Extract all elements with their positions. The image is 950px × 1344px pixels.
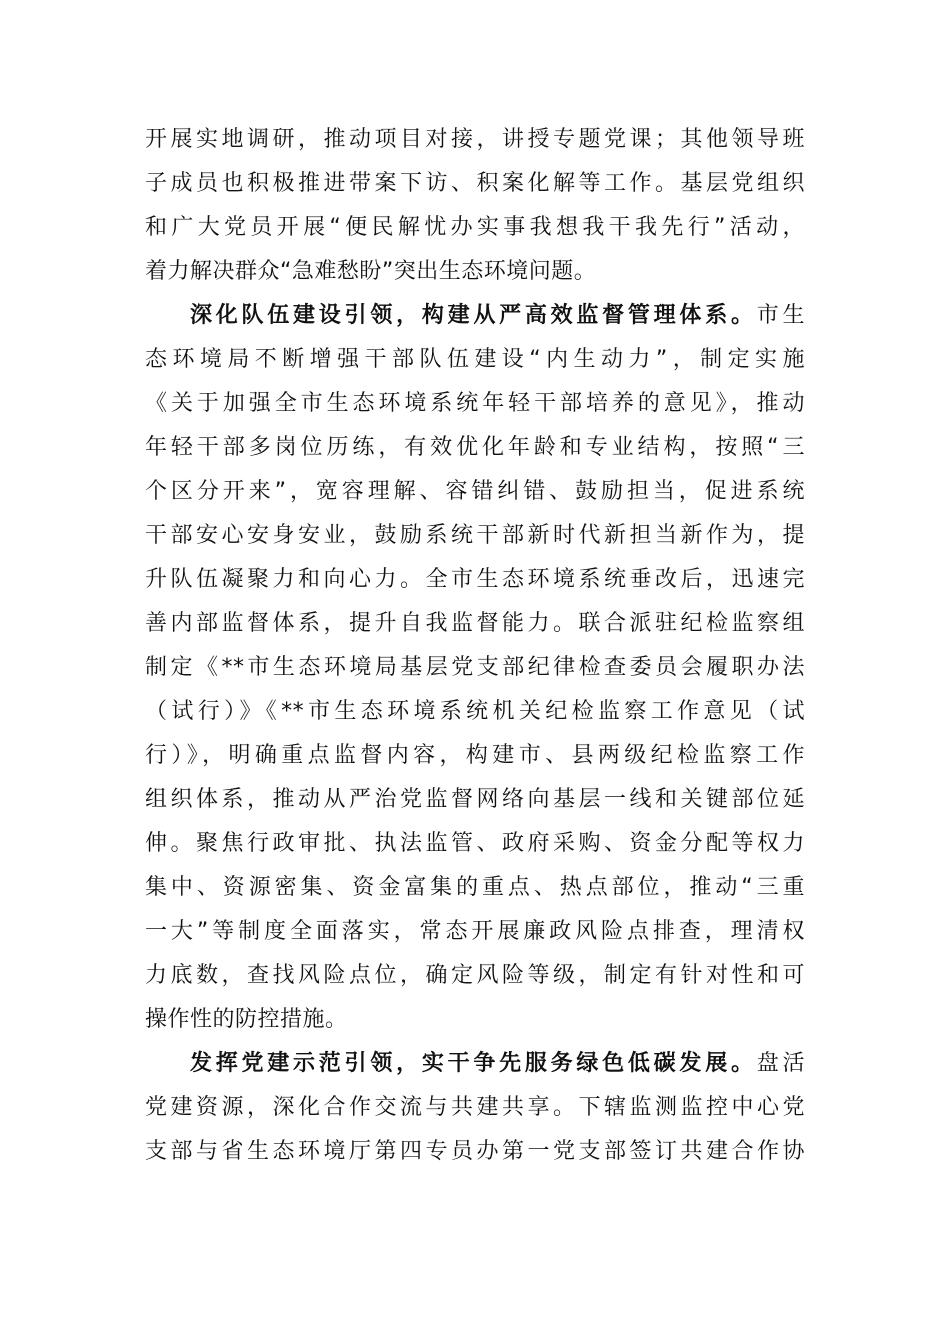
paragraph-line: 《关于加强全市生态环境系统年轻干部培养的意见》，推动 (145, 391, 805, 416)
paragraph-line: （试行）》《**市生态环境系统机关纪检监察工作意见（试 (145, 699, 805, 724)
paragraph-line: 支部与省生态环境厅第四专员办第一党支部签订共建合作协 (145, 1139, 805, 1164)
paragraph-line: 一大”等制度全面落实，常态开展廉政风险点排查，理清权 (145, 919, 805, 944)
paragraph-line: 开展实地调研，推动项目对接，讲授专题党课；其他领导班 (145, 127, 805, 152)
paragraph-text: 盘活 (756, 1051, 805, 1076)
paragraph-line: 行）》，明确重点监督内容，构建市、县两级纪检监察工作 (145, 743, 805, 768)
paragraph-first-line (190, 296, 805, 336)
paragraph-line: 伸。聚焦行政审批、执法监管、政府采购、资金分配等权力 (145, 831, 805, 856)
paragraph-line: 力底数，查找风险点位，确定风险等级，制定有针对性和可 (145, 963, 805, 988)
section-heading: 发挥党建示范引领，实干争先服务绿色低碳发展。 (190, 1051, 757, 1076)
paragraph-line: 组织体系，推动从严治党监督网络向基层一线和关键部位延 (145, 787, 805, 812)
paragraph-line: 着力解决群众“急难愁盼”突出生态环境问题。 (145, 259, 597, 284)
paragraph-first-line (190, 1044, 805, 1084)
paragraph-line: 制定《**市生态环境局基层党支部纪律检查委员会履职办法 (145, 655, 805, 680)
paragraph-line: 操作性的防控措施。 (145, 1007, 348, 1032)
paragraph-line: 和广大党员开展“便民解忧办实事我想我干我先行”活动， (145, 215, 805, 240)
paragraph-text: 市生 (756, 303, 805, 328)
paragraph-line: 善内部监督体系，提升自我监督能力。联合派驻纪检监察组 (145, 611, 805, 636)
paragraph-line: 集中、资源密集、资金富集的重点、热点部位，推动“三重 (145, 875, 805, 900)
paragraph-line: 升队伍凝聚力和向心力。全市生态环境系统垂改后，迅速完 (145, 567, 805, 592)
paragraph-line: 子成员也积极推进带案下访、积案化解等工作。基层党组织 (145, 171, 805, 196)
paragraph-line: 态环境局不断增强干部队伍建设“内生动力”，制定实施 (145, 347, 805, 372)
paragraph-line: 党建资源，深化合作交流与共建共享。下辖监测监控中心党 (145, 1095, 805, 1120)
paragraph-line: 年轻干部多岗位历练，有效优化年龄和专业结构，按照“三 (145, 435, 805, 460)
paragraph-line: 个区分开来”，宽容理解、容错纠错、鼓励担当，促进系统 (145, 479, 805, 504)
section-heading: 深化队伍建设引领，构建从严高效监督管理体系。 (190, 303, 757, 328)
paragraph-line: 干部安心安身安业，鼓励系统干部新时代新担当新作为，提 (145, 523, 805, 548)
